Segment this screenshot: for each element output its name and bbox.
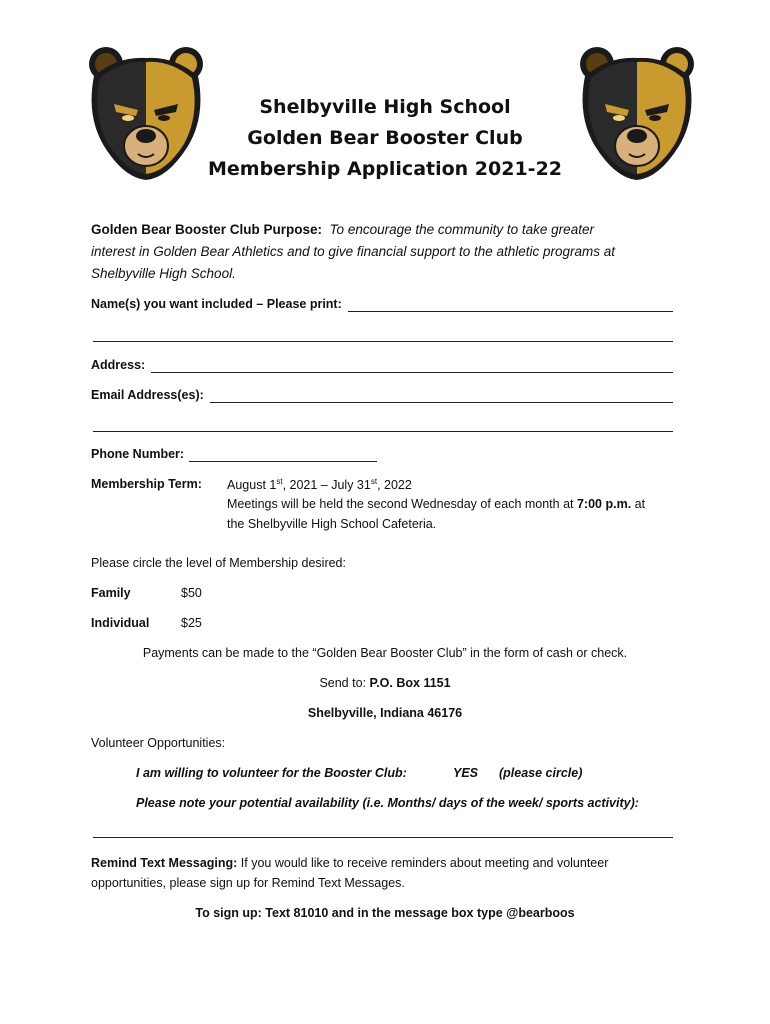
availability-field-line[interactable] [93,837,673,838]
payment-line: Payments can be made to the “Golden Bear Booster Club” in the form of cash or check. [142,646,628,660]
names-field-line[interactable] [348,311,673,312]
email-field-line-2[interactable] [93,431,673,432]
level-family-price[interactable]: $50 [181,586,202,600]
term-dates [227,477,412,492]
volunteer-availability: Please note your potential availability (i.e. Months/ days of the week/ sports activity): [136,796,639,810]
po-box: P.O. Box 1151 [369,676,451,690]
level-individual-name[interactable]: Individual [91,616,150,630]
volunteer-heading: Volunteer Opportunities: [91,736,226,750]
send-to-line [0,676,770,690]
term-end-year: , 2022 [377,478,412,493]
volunteer-circle-note: (please circle) [499,766,583,780]
term-end: , 2021 – July 31 [282,478,371,493]
purpose-text-2: interest in Golden Bear Athletics and to give financial support to the athletic programs at [91,244,616,259]
phone-field-line[interactable] [189,461,377,462]
level-individual-price[interactable]: $25 [181,616,202,630]
term-sup-2: st [370,477,378,486]
term-label: Membership Term: [91,477,202,491]
purpose-text-1: To encourage the community to take greater [329,222,594,237]
send-to-prefix: Send to: [319,676,370,690]
meetings-at: at [631,497,646,511]
meetings-line2: the Shelbyville High School Cafeteria. [227,517,437,531]
meetings-line1 [227,497,645,511]
address-field-line[interactable] [151,372,673,373]
remind-line1 [91,856,608,870]
remind-signup: To sign up: Text 81010 and in the message box type @bearboos [195,906,575,920]
remind-text-2: opportunities, please sign up for Remind Text Messages. [91,876,405,890]
remind-label: Remind Text Messaging: [91,856,238,870]
email-label: Email Address(es): [91,388,204,402]
purpose-label: Golden Bear Booster Club Purpose: [91,222,323,237]
address-label: Address: [91,358,146,372]
volunteer-willing: I am willing to volunteer for the Booster Club: [136,766,407,780]
remind-text-1: If you would like to receive reminders about meeting and volunteer [237,856,609,870]
phone-label: Phone Number: [91,447,185,461]
city-line: Shelbyville, Indiana 46176 [307,706,463,720]
purpose-text-3: Shelbyville High School. [91,266,236,281]
level-family-name[interactable]: Family [91,586,131,600]
meetings-time: 7:00 p.m. [576,497,632,511]
email-field-line[interactable] [210,402,673,403]
purpose-line1 [91,222,594,237]
membership-prompt: Please circle the level of Membership desired: [91,556,346,570]
names-field-line-2[interactable] [93,341,673,342]
names-label: Name(s) you want included – Please print: [91,297,342,311]
meetings-text: Meetings will be held the second Wednesday of each month at [227,497,577,511]
title-club: Golden Bear Booster Club [247,127,523,149]
term-start: August 1 [227,478,277,493]
title-school: Shelbyville High School [259,96,511,118]
title-application: Membership Application 2021-22 [207,158,563,180]
volunteer-yes[interactable]: YES [453,766,479,780]
term-sup-1: st [276,477,283,486]
